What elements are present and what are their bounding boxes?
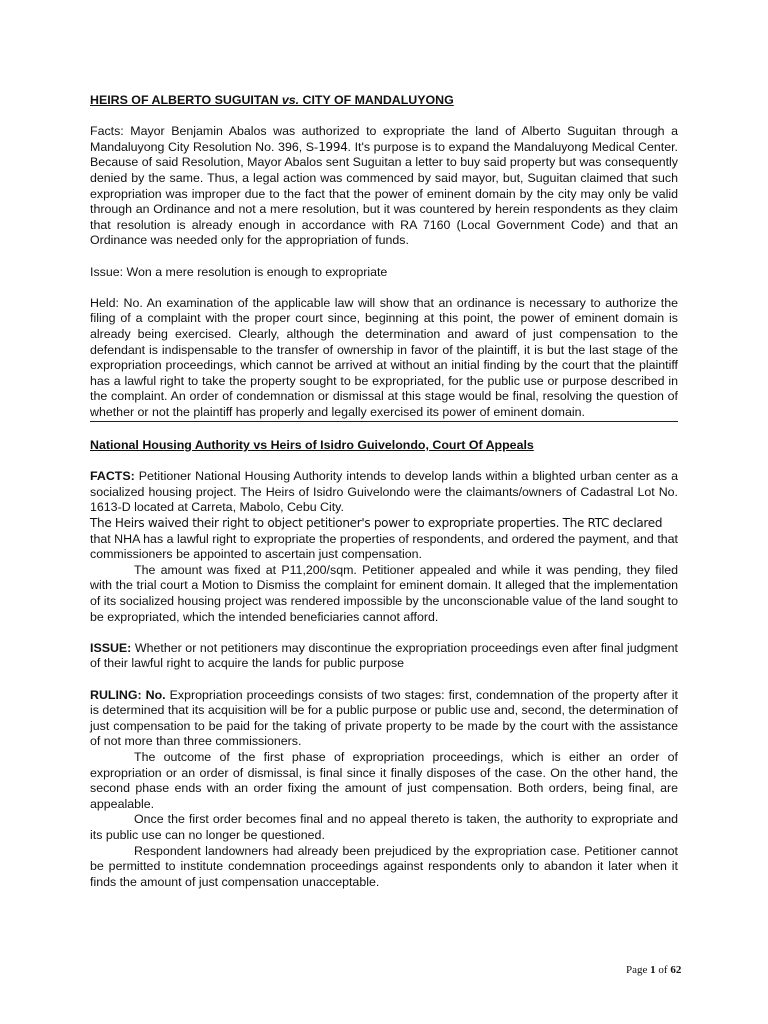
case2-facts-label: FACTS:	[90, 469, 135, 484]
case1-facts-text-a: Facts: Mayor Benjamin Abalos was authorized to expropriate the land of Alberto Suguitan through a Mandaluyong City Resolution No. 396, S-	[90, 124, 678, 154]
case2-facts-condensed	[90, 516, 678, 532]
case1-title-part-a: HEIRS OF ALBERTO SUGUITAN	[90, 93, 282, 107]
case1-issue: Issue: Won a mere resolution is enough to expropriate	[90, 264, 388, 279]
case2-facts	[90, 469, 678, 516]
footer-page-total: 62	[670, 964, 682, 976]
case2-facts-condensed-text: The Heirs waived their right to object petitioner's power to expropriate properties. The RTC declared	[90, 516, 663, 531]
case2-title: National Housing Authority vs Heirs of Isidro Guivelondo, Court Of Appeals	[90, 438, 534, 453]
case2-ruling-label: RULING: No.	[90, 687, 166, 702]
case2-ruling-c: Once the first order becomes final and no appeal thereto is taken, the authority to expropriate and its public use can no longer be questioned.	[90, 812, 678, 842]
case1-title-part-b: CITY OF MANDALUYONG	[299, 93, 454, 107]
document-body	[90, 93, 678, 890]
case2-facts-cont: that NHA has a lawful right to expropriate the properties of respondents, and ordered the payment, and that commissioners be appointed to ascertain just compensation.	[90, 531, 678, 562]
footer-of-label: of	[655, 964, 671, 976]
case2-ruling-b: The outcome of the first phase of expropriation proceedings, which is either an order of expropriation or an order of dismissal, is final since it finally disposes of the case. On the other hand, the second phase ends with an order fixing the amount of just compensation. Both orders, being final, are appealable.	[90, 749, 678, 811]
case2-ruling-text-a: Expropriation proceedings consists of two stages: first, condemnation of the property after it is determined that its acquisition will be for a public purpose or public use and, second, the determination of just compensation to be paid for the taking of private property to be made by the court with the assistance of not more than three commissioners.	[90, 687, 678, 749]
case2-facts-amount: The amount was fixed at P11,200/sqm. Petitioner appealed and while it was pending, they filed with the trial court a Motion to Dismiss the complaint for eminent domain. It alleged that the implementation of its socialized housing project was rendered impossible by the unconscionable value of the land sought to be expropriated, which the intended beneficiaries cannot afford.	[90, 562, 678, 624]
case1-facts-year: 1994	[318, 139, 348, 154]
case1-held: Held: No. An examination of the applicable law will show that an ordinance is necessary to authorize the filing of a complaint with the proper court since, beginning at this point, the power of eminent domain is already being exercised. Clearly, although the determination and award of just compensation to the defendant is indispensable to the transfer of ownership in favor of the plaintiff, it is but the last stage of the expropriation proceedings, which cannot be arrived at without an initial finding by the court that the plaintiff has a lawful right to take the property sought to be expropriated, for the public use or purpose described in the complaint. An order of condemnation or dismissal at this stage would be final, resolving the question of whether or not the plaintiff has properly and legally exercised its power of eminent domain.	[90, 295, 678, 419]
case2-ruling-d: Respondent landowners had already been prejudiced by the expropriation case. Petitioner cannot be permitted to institute condemnation proceedings against respondents only to abandon it later when it finds the amount of just compensation unacceptable.	[90, 843, 678, 889]
case2-ruling	[90, 688, 678, 750]
case1-facts-text-b: . It's purpose is to expand the Mandaluyong Medical Center. Because of said Resolution, Mayor Abalos sent Suguitan a letter to buy said property but was consequently denied by the same. Thus, a legal action was commenced by said mayor, but, Suguitan claimed that such expropriation was improper due to the fact that the power of eminent domain by the city may only be valid through an Ordinance and not a mere resolution, but it was countered by herein respondents as they claim that resolution is already enough in accordance with RA 7160 (Local Government Code) and that an Ordinance was needed only for the appropriation of funds.	[90, 139, 678, 248]
page-footer	[626, 964, 681, 976]
footer-page-label: Page	[626, 964, 651, 976]
case2-issue-text: Whether or not petitioners may discontinue the expropriation proceedings even after final judgment of their lawful right to acquire the lands for public purpose	[90, 640, 678, 671]
case1-title	[90, 93, 678, 109]
case2-issue-label: ISSUE:	[90, 640, 132, 655]
case2-facts-text-a: Petitioner National Housing Authority intends to develop lands within a blighted urban center as a socialized housing project. The Heirs of Isidro Guivelondo were the claimants/owners of Cadastral Lot No. 1613-D located at Carreta, Mabolo, Cebu City.	[90, 469, 678, 515]
case1-title-vs: vs.	[281, 93, 300, 107]
case2-issue	[90, 641, 678, 672]
case1-facts	[90, 124, 678, 249]
footer-page-number: 1	[650, 964, 656, 976]
